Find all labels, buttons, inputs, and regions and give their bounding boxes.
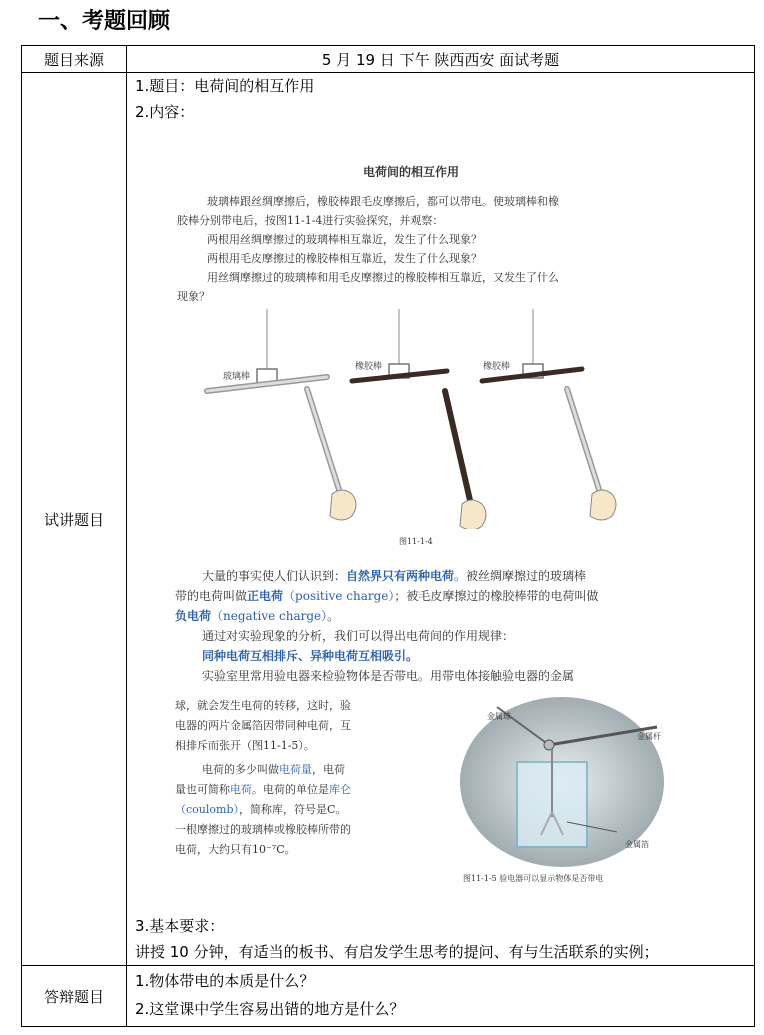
c5-pre: 量也可简称 [175,783,230,796]
requirements-text: 讲授 10 分钟，有适当的板书、有启发学生思考的提问、有与生活联系的实例； [135,943,659,961]
book-c8: 电荷，大约只有10⁻⁷C。 [175,843,296,856]
defense-label: 答辩题目 [22,966,127,1027]
s2-post: ；被毛皮摩擦过的橡胶棒带的电荷叫做 [394,589,599,603]
s2-en: （positive charge） [283,589,395,603]
textbook-excerpt [127,119,755,919]
book-p4a: 用丝绸摩擦过的玻璃棒和用毛皮摩擦过的橡胶棒相互靠近，又发生了什么 [207,271,559,284]
s3-key: 负电荷 [175,609,212,623]
s3-post: 。 [327,609,340,623]
book-s1 [202,567,586,584]
source-label: 题目来源 [22,46,127,73]
label-rod: 金属杆 [637,732,661,741]
caption-11-1-5: 图11-1-5 验电器可以显示物体是否带电 [463,874,604,883]
s1-post: 。被丝绸摩擦过的玻璃棒 [454,569,587,583]
s1-pre: 大量的事实使人们认识到： [202,569,347,583]
s1-key: 自然界只有两种电荷 [346,569,455,583]
lecture-content [127,73,755,966]
book-p4b: 现象？ [177,290,210,303]
label-rubber-1: 橡胶棒 [355,362,383,372]
c4-pre: 电荷的多少叫做 [202,763,279,776]
book-s3 [175,607,339,624]
caption-11-1-4: 图11-1-4 [399,537,433,546]
requirements-label: 3.基本要求： [135,917,225,935]
source-value: 5 月 19 日 下午 陕西西安 面试考题 [127,46,755,73]
c5-key2: 库仑 [329,783,351,796]
figure-11-1-4 [127,309,755,529]
s2-pre: 带的电荷叫做 [175,589,248,603]
exam-table [21,45,755,1027]
book-s2 [175,587,598,604]
book-p1a: 玻璃棒跟丝绸摩擦后，橡胶棒跟毛皮摩擦后，都可以带电。使玻璃棒和橡 [207,195,559,208]
c6-key: （coulomb） [175,803,239,816]
label-ball: 金属球 [487,712,511,721]
book-s5: 同种电荷互相排斥、异种电荷互相吸引。 [202,649,419,663]
lecture-label: 试讲题目 [22,73,127,966]
c4-post: ，电荷 [312,763,345,776]
book-c3: 相排斥而张开（图11-1-5）。 [175,739,315,752]
c5-mid: 。电荷的单位是 [252,783,329,796]
book-c6 [175,801,346,817]
s2-key: 正电荷 [247,589,284,603]
book-p3: 两根用毛皮摩擦过的橡胶棒相互靠近，发生了什么现象？ [207,252,482,265]
question-2: 2.这堂课中学生容易出错的地方是什么？ [135,1000,405,1018]
c5-key: 电荷 [230,783,252,796]
section-heading: 一、考题回顾 [38,9,171,34]
book-p2: 两根用丝绸摩擦过的玻璃棒相互靠近，发生了什么现象？ [207,233,482,246]
label-foil: 金属箔 [625,840,649,849]
book-s4: 通过对实验现象的分析，我们可以得出电荷间的作用规律： [202,629,515,643]
c6-post: ，简称库，符号是C。 [238,803,347,816]
book-s6: 实验室里常用验电器来检验物体是否带电。用带电体接触验电器的金属 [202,669,575,683]
label-rubber-2: 橡胶棒 [483,362,511,372]
label-glass-1: 玻璃棒 [223,372,251,382]
book-title: 电荷间的相互作用 [363,165,460,179]
book-c1: 球，就会发生电荷的转移，这时，验 [175,699,351,712]
book-c4 [202,761,345,777]
s3-en: （negative charge） [211,609,328,623]
book-p1b: 胶棒分别带电后，按图11-1-4进行实验探究，并观察： [177,214,444,227]
defense-questions [127,966,755,1027]
content-label: 2.内容： [135,103,195,121]
book-c7: 一根摩擦过的玻璃棒或橡胶棒所带的 [175,823,351,836]
book-c5 [175,781,351,797]
book-c2: 电器的两片金属箔因带同种电荷，互 [175,719,351,732]
c4-key: 电荷量 [279,763,312,776]
topic-line: 1.题目：电荷间的相互作用 [135,77,315,95]
question-1: 1.物体带电的本质是什么？ [135,972,315,990]
